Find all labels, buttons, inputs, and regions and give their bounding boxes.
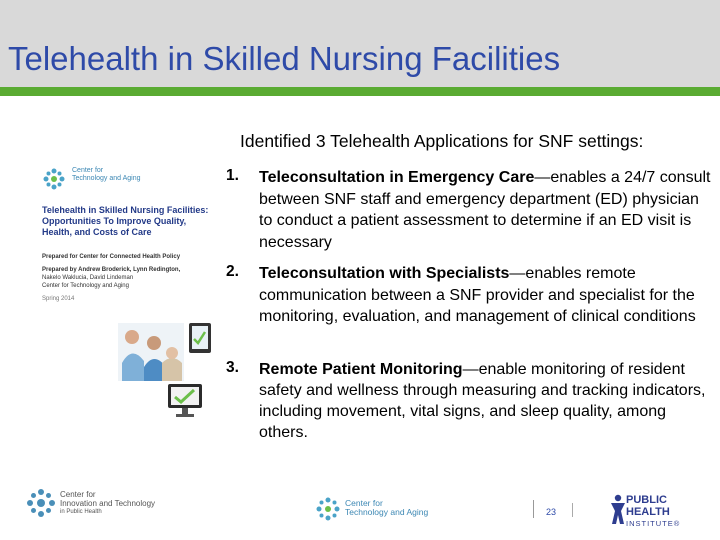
item-text	[259, 359, 711, 443]
item-number: 2.	[226, 263, 239, 280]
phi-figure-icon	[608, 494, 628, 526]
slide-title: Telehealth in Skilled Nursing Facilities	[8, 40, 561, 77]
item-number: 1.	[226, 167, 239, 184]
cta-logo-text	[345, 499, 445, 517]
cover-logo-line1: Center for	[72, 167, 104, 174]
cit-line2: Innovation and Technology	[60, 499, 156, 508]
cover-prepared-for: Prepared for Center for Connected Health Policy	[42, 254, 181, 260]
cit-line3: in Public Health	[60, 509, 102, 515]
clinician-photo-icon	[118, 323, 184, 381]
item-rest: —enables remote communication between a SNF provider and specialist for the monitoring, evaluation, and management of clinical conditions	[259, 265, 696, 325]
item-text	[259, 167, 711, 253]
page-number: 23	[546, 507, 557, 517]
phi-logo-text	[626, 495, 680, 530]
report-cover-thumbnail	[28, 153, 216, 393]
item-lead: Remote Patient Monitoring	[259, 361, 463, 378]
cover-logo-text	[72, 167, 141, 183]
phi-line2: HEALTH	[626, 505, 670, 518]
title-underline	[0, 87, 720, 96]
cover-org: Center for Technology and Aging	[42, 283, 129, 289]
cit-line1: Center for	[60, 490, 96, 499]
intro-text: Identified 3 Telehealth Applications for SNF settings:	[240, 131, 644, 151]
item-number: 3.	[226, 359, 239, 376]
cover-title: Telehealth in Skilled Nursing Facilities: Opportunities To Improve Quality, Health, and Costs of Care	[42, 205, 209, 237]
monitor-photo-icon	[166, 380, 204, 420]
cta-logo-icon	[42, 167, 66, 191]
cover-date: Spring 2014	[42, 296, 75, 302]
cover-authors: Nakelo Waklucia, David Lindeman	[42, 275, 134, 281]
cover-logo-line2: Technology and Aging	[72, 175, 141, 182]
cta-line1: Center for	[345, 498, 383, 508]
cover-prepared-by: Prepared by Andrew Broderick, Lynn Redington,	[42, 267, 181, 273]
footer-divider	[533, 500, 534, 518]
item-rest: —enables a 24/7 consult between SNF staff and emergency department (ED) physician to conduct a patient assessment to determine if an ED visit is necessary	[259, 169, 711, 251]
tablet-photo-icon	[186, 321, 216, 355]
item-rest: —enable monitoring of resident safety and wellness through measuring and tracking indicators, including movement, vital signs, and sleep quality, among others.	[259, 361, 706, 441]
cta-footer-logo-icon	[315, 497, 341, 521]
phi-line3: INSTITUTE®	[626, 519, 681, 528]
item-text	[259, 263, 711, 328]
footer-divider-right	[572, 503, 573, 517]
cit-logo-icon	[26, 488, 56, 518]
item-lead: Teleconsultation with Specialists	[259, 265, 510, 282]
item-lead: Teleconsultation in Emergency Care	[259, 169, 535, 186]
cta-line2: Technology and Aging	[345, 507, 429, 517]
phi-line1: PUBLIC	[626, 494, 667, 506]
cit-logo-text	[60, 490, 160, 517]
